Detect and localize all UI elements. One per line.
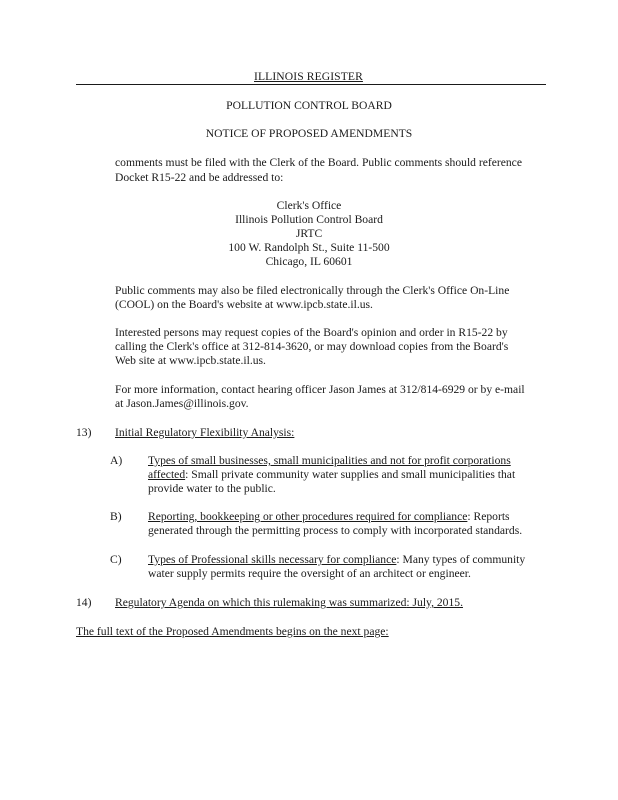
copies-line-3: Web site at www.ipcb.state.il.us. [115, 354, 266, 367]
electronic-line-2: (COOL) on the Board's website at www.ipcb.state.il.us. [115, 298, 373, 311]
electronic-line-1: Public comments may also be filed electronically through the Clerk's Office On-Line [115, 284, 510, 297]
contact-line-2: at Jason.James@illinois.gov. [115, 397, 249, 410]
item-13a-label-line-2: affected [148, 468, 186, 481]
address-line-3: JRTC [295, 227, 323, 240]
footer-note: The full text of the Proposed Amendments begins on the next page: [76, 625, 389, 638]
item-14-number: 14) [76, 596, 92, 609]
register-title: ILLINOIS REGISTER [248, 70, 369, 84]
item-14-label: Regulatory Agenda on which this rulemaking was summarized [115, 596, 407, 609]
item-13c-text-line-2: water supply permits require the oversight of an architect or engineer. [148, 567, 471, 580]
intro-line-1: comments must be filed with the Clerk of the Board. Public comments should reference [115, 156, 522, 169]
item-13b-text-line-2: generated through the permitting process to comply with incorporated standards. [148, 524, 523, 537]
header-rule [76, 84, 546, 85]
notice-title: NOTICE OF PROPOSED AMENDMENTS [205, 127, 413, 140]
copies-line-1: Interested persons may request copies of the Board's opinion and order in R15-22 by [115, 326, 508, 339]
item-14-value: : July, 2015. [406, 596, 463, 609]
address-line-1: Clerk's Office [276, 199, 342, 212]
item-13b-line-1 [148, 510, 510, 524]
item-13c-text-line-1: : Many types of community [396, 553, 526, 566]
item-14-line [115, 596, 463, 610]
item-13a-text-line-1: : Small private community water supplies and small municipalities that [185, 468, 516, 481]
board-title: POLLUTION CONTROL BOARD [226, 99, 392, 112]
address-line-5: Chicago, IL 60601 [265, 255, 353, 268]
item-13c-line-1 [148, 553, 525, 567]
item-13a-text-line-2: provide water to the public. [148, 482, 276, 495]
item-13a-label-line-1: Types of small businesses, small municipalities and not for profit corporations [148, 454, 511, 467]
contact-line-1: For more information, contact hearing officer Jason James at 312/814-6929 or by e-mail [115, 383, 525, 396]
item-13a-letter: A) [110, 454, 123, 467]
item-13b-text-line-1: : Reports [467, 510, 510, 523]
item-13-number: 13) [76, 426, 92, 439]
item-13-title: Initial Regulatory Flexibility Analysis: [115, 426, 295, 439]
item-13b-letter: B) [110, 510, 122, 523]
item-13a-line-2 [148, 468, 515, 482]
copies-line-2: calling the Clerk's office at 312-814-3620, or may download copies from the Board's [115, 340, 509, 353]
intro-line-2: Docket R15-22 and be addressed to: [115, 171, 284, 184]
address-line-4: 100 W. Randolph St., Suite 11-500 [228, 241, 390, 254]
item-13c-letter: C) [110, 553, 122, 566]
item-13c-label: Types of Professional skills necessary for compliance [148, 553, 397, 566]
item-13b-label: Reporting, bookkeeping or other procedures required for compliance [148, 510, 468, 523]
address-line-2: Illinois Pollution Control Board [235, 213, 383, 226]
